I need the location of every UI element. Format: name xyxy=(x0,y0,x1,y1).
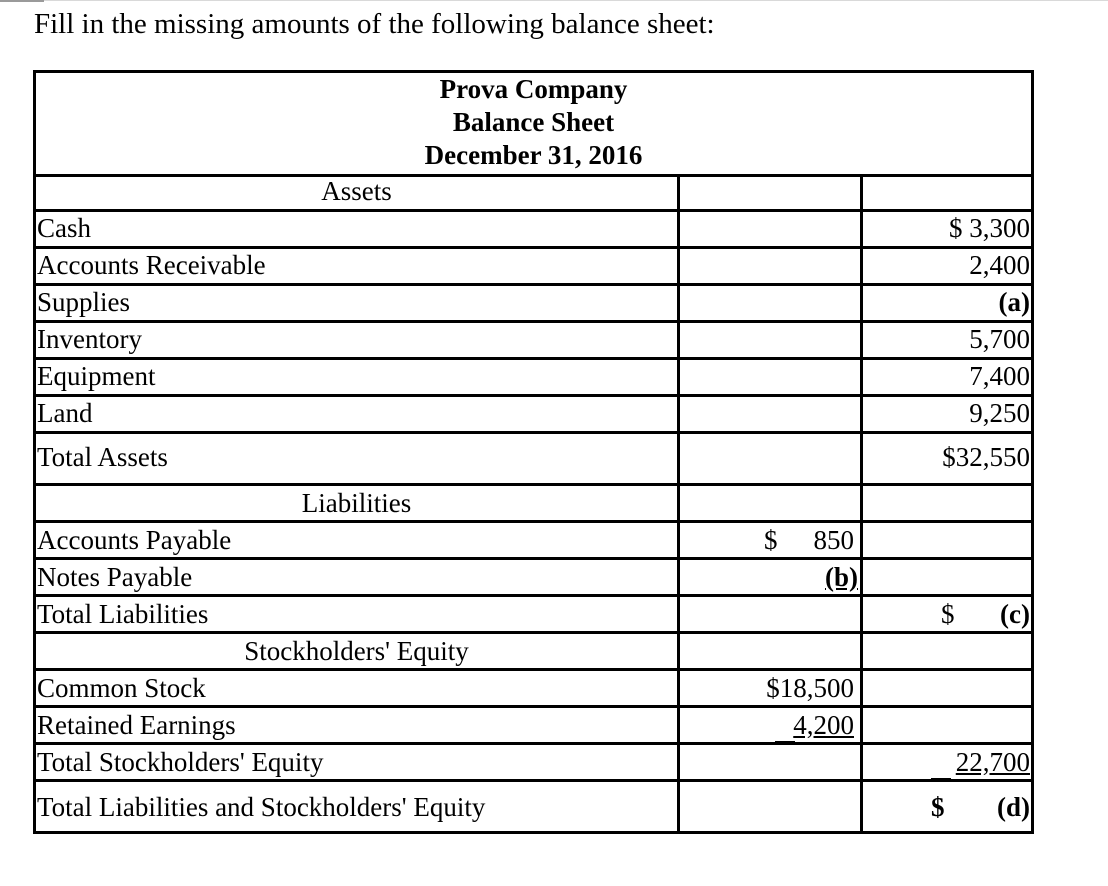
row-line xyxy=(33,779,1034,782)
row-line xyxy=(33,320,1034,323)
row-line xyxy=(33,209,1034,212)
balance-sheet-table xyxy=(33,70,1034,834)
amount-grand-total-blank-d: (d) xyxy=(997,792,1030,822)
row-line xyxy=(33,631,1034,634)
dollar-sign-total-liabilities: $ xyxy=(941,599,955,629)
amount-cash: $ 3,300 xyxy=(949,213,1030,243)
amount-total-liabilities-blank-c: (c) xyxy=(1000,599,1030,629)
statement-title: Balance Sheet xyxy=(452,107,615,137)
section-title-liabilities: Liabilities xyxy=(301,488,412,518)
table-border-right xyxy=(1031,70,1034,834)
top-rule xyxy=(0,0,44,2)
column-divider-2 xyxy=(860,174,863,834)
company-name: Prova Company xyxy=(439,74,628,104)
table-border-bottom xyxy=(33,831,1034,834)
row-line xyxy=(33,705,1034,708)
top-rule-light xyxy=(44,0,1108,1)
row-line xyxy=(33,668,1034,671)
row-label-equipment: Equipment xyxy=(37,361,156,391)
section-title-stockholders-equity: Stockholders' Equity xyxy=(244,636,469,666)
statement-date: December 31, 2016 xyxy=(424,140,643,170)
row-line xyxy=(33,742,1034,745)
row-line xyxy=(33,594,1034,597)
row-label-common-stock: Common Stock xyxy=(37,673,206,703)
amount-supplies-blank-a: (a) xyxy=(998,287,1030,317)
amount-equipment: 7,400 xyxy=(969,361,1030,391)
row-line xyxy=(33,483,1034,486)
amount-accounts-receivable: 2,400 xyxy=(969,250,1030,280)
row-line xyxy=(33,557,1034,560)
row-label-supplies: Supplies xyxy=(37,287,131,317)
row-label-accounts-payable: Accounts Payable xyxy=(37,525,232,555)
amount-retained-earnings: 4,200 xyxy=(793,710,854,740)
question-prompt: Fill in the missing amounts of the following balance sheet: xyxy=(34,8,715,40)
dollar-sign-grand-total: $ xyxy=(931,792,945,822)
section-title-assets: Assets xyxy=(321,176,392,206)
amount-common-stock: $18,500 xyxy=(766,673,854,703)
amount-total-stockholders-equity: 22,700 xyxy=(955,747,1030,777)
row-label-land: Land xyxy=(37,398,93,428)
underline-notes-payable xyxy=(785,594,855,596)
underline-retained-earnings xyxy=(775,741,795,743)
amount-land: 9,250 xyxy=(969,398,1030,428)
row-label-notes-payable: Notes Payable xyxy=(37,562,193,592)
row-label-total-stockholders-equity: Total Stockholders' Equity xyxy=(37,747,324,777)
underline-total-stockholders-equity xyxy=(931,778,951,780)
row-line xyxy=(33,246,1034,249)
row-line xyxy=(33,520,1034,523)
row-label-accounts-receivable: Accounts Receivable xyxy=(37,250,266,280)
row-label-inventory: Inventory xyxy=(37,324,142,354)
row-label-retained-earnings: Retained Earnings xyxy=(37,710,236,740)
row-label-cash: Cash xyxy=(37,213,91,243)
row-label-total-assets: Total Assets xyxy=(37,442,168,472)
row-label-total-liabilities: Total Liabilities xyxy=(37,599,209,629)
dollar-sign-accounts-payable: $ xyxy=(764,525,778,555)
row-line xyxy=(33,283,1034,286)
row-label-total-liabilities-and-equity: Total Liabilities and Stockholders' Equity xyxy=(37,792,486,822)
amount-accounts-payable: 850 xyxy=(813,525,854,555)
row-line xyxy=(33,431,1034,434)
amount-notes-payable-blank-b: (b) xyxy=(825,562,858,592)
row-line xyxy=(33,357,1034,360)
amount-total-assets: $32,550 xyxy=(942,442,1030,472)
amount-inventory: 5,700 xyxy=(969,324,1030,354)
row-line xyxy=(33,394,1034,397)
